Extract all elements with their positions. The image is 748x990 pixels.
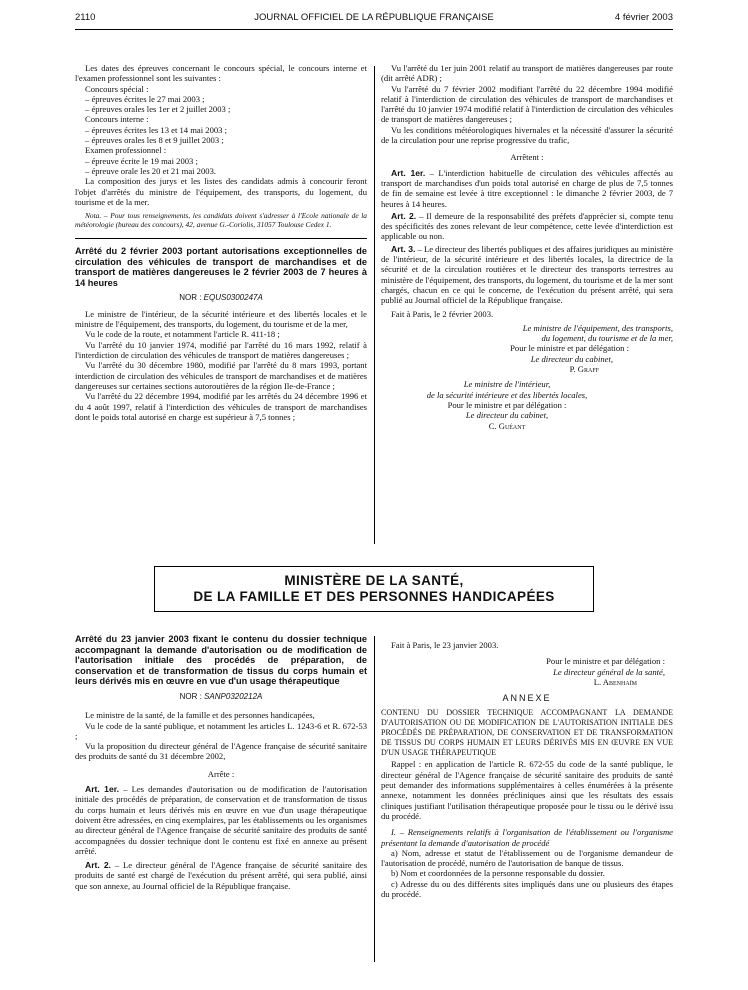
dates-intro: Les dates des épreuves concernant le concours spécial, le concours interne et l'examen professionnel sont les suivantes : — [75, 63, 367, 84]
arrete2-nor: NOR : SANP0320212A — [179, 691, 263, 701]
bottom-right-column — [381, 640, 673, 899]
top-left-column — [75, 63, 367, 422]
dates-line: – épreuve écrite le 19 mai 2003 ; — [85, 155, 198, 166]
ministry-heading-box — [154, 566, 594, 612]
nor-code: SANP0320212A — [204, 691, 263, 701]
arrete1-para: Vu l'arrêté du 30 décembre 1980, modifié par l'arrêté du 8 mars 1993, portant interdiction de circulation des véhicules de transport de marchandises et de matières dangereuses sur certaines sections autoroutières de la région Ile-de-France ; — [75, 360, 367, 391]
arrete1-para: Vu le code de la route, et notamment l'article R. 411-18 ; — [85, 329, 280, 340]
dates-line: – épreuves orales les 8 et 9 juillet 2003 ; — [85, 135, 224, 146]
fait-a-paris: Fait à Paris, le 2 février 2003. — [391, 308, 494, 319]
annexe-heading: ANNEXE — [502, 693, 552, 704]
arrete: Arrête : — [207, 768, 235, 779]
arrete1-heading: Arrêté du 2 février 2003 portant autorisations exceptionnelles de circulation des véhicules de transport de marchandises et de transport de matières dangereuses le 2 février 2003 de 7 heures à 14 heures — [75, 246, 367, 288]
signatory-name: P. Graff — [569, 364, 599, 375]
ministry-line-2: DE LA FAMILLE ET DES PERSONNES HANDICAPÉES — [193, 589, 555, 604]
arretent: Arrêtent : — [510, 152, 544, 163]
signatory-name: C. Guéant — [488, 420, 526, 431]
annex-title: CONTENU DU DOSSIER TECHNIQUE ACCOMPAGNANT LA DEMANDE D'AUTORISATION OU DE MODIFICATION DE L'AUTORISATION INITIALE DES PROCÉDÉS DE PRÉPARATION, DE CONSERVATION ET DE TRANSFORMATION DE TISSUS DU CORPS HUMAIN ET LEURS DÉRIVÉS MIS EN ŒUVRE EN VUE D'UN USAGE THÉRAPEUTIQUE — [381, 708, 673, 757]
dates-line: – épreuve orale les 20 et 21 mai 2003. — [85, 165, 217, 176]
article: Art. 2. – Le directeur général de l'Agence française de sécurité sanitaire des produits de santé est chargé de l'exécution du présent arrêté, qui sera publié, ainsi que son annexe, au Journal officiel de la République française. — [75, 860, 368, 891]
arrete2-para: Vu le code de la santé publique, et notamment les articles L. 1243-6 et R. 672-53 ; — [75, 720, 367, 741]
dates-line: – épreuves orales les 1er et 2 juillet 2003 ; — [85, 104, 231, 115]
signature-block-2: Le ministre de l'intérieur, de la sécurité intérieure et des libertés locales, Pour le ministre et par délégation : Le directeur du cabinet, C. Guéant — [381, 379, 673, 430]
column-divider-top — [374, 66, 375, 544]
separator — [75, 238, 367, 239]
arrete1-para: Vu l'arrêté du 22 décembre 1994, modifié par les arrêtés du 24 décembre 1996 et du 4 août 1997, relatif à l'interdiction des véhicules de transport de marchandises dont le poids total autorisé en charge est supérieur à 7,5 tonnes ; — [75, 391, 367, 422]
top-right-column — [381, 63, 673, 431]
rappel: Rappel : en application de l'article R. 672-55 du code de la santé publique, le directeur général de l'Agence française de sécurité sanitaire des produits de santé peut demander des informations supplémentaires à celles énumérées à la présente annexe, notamment les données précliniques ainsi que les résultats des essais cliniques justifiant l'utilisation thérapeutique proposée pour le tissu ou le dérivé issu du procédé. — [381, 759, 673, 821]
journal-title: JOURNAL OFFICIEL DE LA RÉPUBLIQUE FRANÇAISE — [254, 12, 494, 23]
vu-para: Vu l'arrêté du 1er juin 2001 relatif au transport de matières dangereuses par route (dit arrêté ADR) ; — [381, 63, 673, 84]
annex-item: c) Adresse du ou des différents sites impliqués dans une ou plusieurs des étapes du procédé. — [381, 878, 673, 900]
bottom-left-column — [75, 634, 367, 891]
jury-composition: La composition des jurys et les listes des candidats admis à concourir feront l'objet d'arrêtés du ministre de l'équipement, des transports, du logement, du tourisme et de la mer. — [75, 176, 367, 207]
nota: Nota. – Pour tous renseignements, les candidats doivent s'adresser à l'Ecole nationale de la météorologie (bureau des concours), 42, avenue G.-Coriolis, 31057 Toulouse Cedex 1. — [75, 211, 367, 230]
arrete2-para: Le ministre de la santé, de la famille et des personnes handicapées, — [85, 710, 315, 721]
article: Art. 1er. – Les demandes d'autorisation ou de modification de l'autorisation initiale des procédés de préparation, de conservation et de transformation de tissus du corps humain et leurs dérivés mis en œuvre en vue d'un usage thérapeutique doivent être adressées, en cinq exemplaires, par les établissements ou les organismes au directeur général de l'Agence française de sécurité sanitaire des produits de santé accompagnées du dossier technique dont le contenu est fixé en annexe au présent arrêté. — [75, 784, 367, 856]
signatory-name: L. Abenhaïm — [593, 676, 637, 687]
signature-block-1: Le ministre de l'équipement, des transports, du logement, du tourisme et de la mer, Pour le ministre et par délégation : Le directeur du cabinet, P. Graff — [381, 323, 673, 374]
page-number: 2110 — [75, 12, 96, 23]
article: Art. 3. – Le directeur des libertés publiques et des affaires juridiques au ministère de l'intérieur, de la sécurité intérieure et des libertés locales, la directrice de la sécurité et de la circulation routières et le directeur des transports terrestres au ministère de l'équipement, des transports, du logement, du tourisme et de la mer sont chargés, chacun en ce qui le concerne, de l'exécution du présent arrêté, qui sera publié au Journal officiel de la République française. — [381, 243, 673, 306]
issue-date: 4 février 2003 — [614, 12, 673, 23]
arrete1-nor: NOR : EQUS0300247A — [179, 292, 263, 302]
dates-line: Concours spécial : — [85, 83, 149, 94]
arrete1-para: Vu l'arrêté du 10 janvier 1974, modifié par l'arrêté du 16 mars 1992, relatif à l'interdiction de circulation des véhicules de transport de matières dangereuses ; — [75, 339, 367, 361]
dates-line: Concours interne : — [85, 114, 149, 125]
header-rule — [75, 29, 673, 30]
signatory-title: Le directeur général de la santé, — [553, 666, 665, 677]
annex-item: a) Nom, adresse et statut de l'établissement ou de l'organisme demandeur de l'autorisation de procédé, numéro de l'autorisation de banque de tissus. — [381, 847, 673, 869]
vu-para: Vu les conditions météorologiques hivernales et la nécessité d'assurer la sécurité de la circulation pour une reprise progressive du trafic, — [381, 124, 673, 146]
fait-a-paris: Fait à Paris, le 23 janvier 2003. — [391, 640, 499, 650]
dates-line: – épreuves écrites le 27 mai 2003 ; — [85, 93, 205, 104]
arrete1-para: Le ministre de l'intérieur, de la sécurité intérieure et des libertés locales et le ministre de l'équipement, des transports, du logement, du tourisme et de la mer, — [75, 308, 367, 330]
section-heading: I. – Renseignements relatifs à l'organisation de l'établissement ou l'organisme présentant la demande d'autorisation de procédé — [381, 827, 673, 848]
article: Art. 1er. – L'interdiction habituelle de circulation des véhicules affectés au transport de marchandises d'un poids total autorisé en charge de plus de 7,5 tonnes de fin de semaine est levée à titre exceptionnel : le dimanche 2 février 2003, de 7 heures à 14 heures. — [381, 167, 673, 209]
annex-item: b) Nom et coordonnées de la personne responsable du dossier. — [391, 868, 605, 879]
nor-code: EQUS0300247A — [203, 292, 263, 302]
ministry-line-1: MINISTÈRE DE LA SANTÉ, — [284, 573, 464, 588]
arrete2-para: Vu la proposition du directeur général de l'Agence française de sécurité sanitaire des produits de santé du 31 décembre 2002, — [75, 741, 367, 762]
page-header — [75, 13, 673, 27]
vu-para: Vu l'arrêté du 7 février 2002 modifiant l'arrêté du 22 décembre 1994 modifié relatif à l'interdiction de circulation des véhicules de transport de marchandises et l'arrêté du 10 janvier 1974 modifié relatif à l'interdiction de circulation des véhicules de transport de matières dangereuses ; — [381, 83, 673, 125]
column-divider-bottom — [374, 636, 375, 962]
dates-line: – épreuves écrites les 13 et 14 mai 2003 ; — [85, 124, 227, 135]
dates-line: Examen professionnel : — [85, 145, 167, 156]
delegation: Pour le ministre et par délégation : — [546, 656, 665, 667]
arrete2-heading: Arrêté du 23 janvier 2003 fixant le contenu du dossier technique accompagnant la demande d'autorisation ou de modification de l'autorisation initiale des procédés de préparation, de conservation et de transformation de tissus du corps humain et leurs dérivés mis en œuvre en vue d'un usage thérapeutique — [75, 634, 367, 687]
article: Art. 2. – Il demeure de la responsabilité des préfets d'apprécier si, compte tenu des spécificités des zones relevant de leur compétence, cette levée d'interdiction est applicable ou non. — [381, 210, 673, 242]
